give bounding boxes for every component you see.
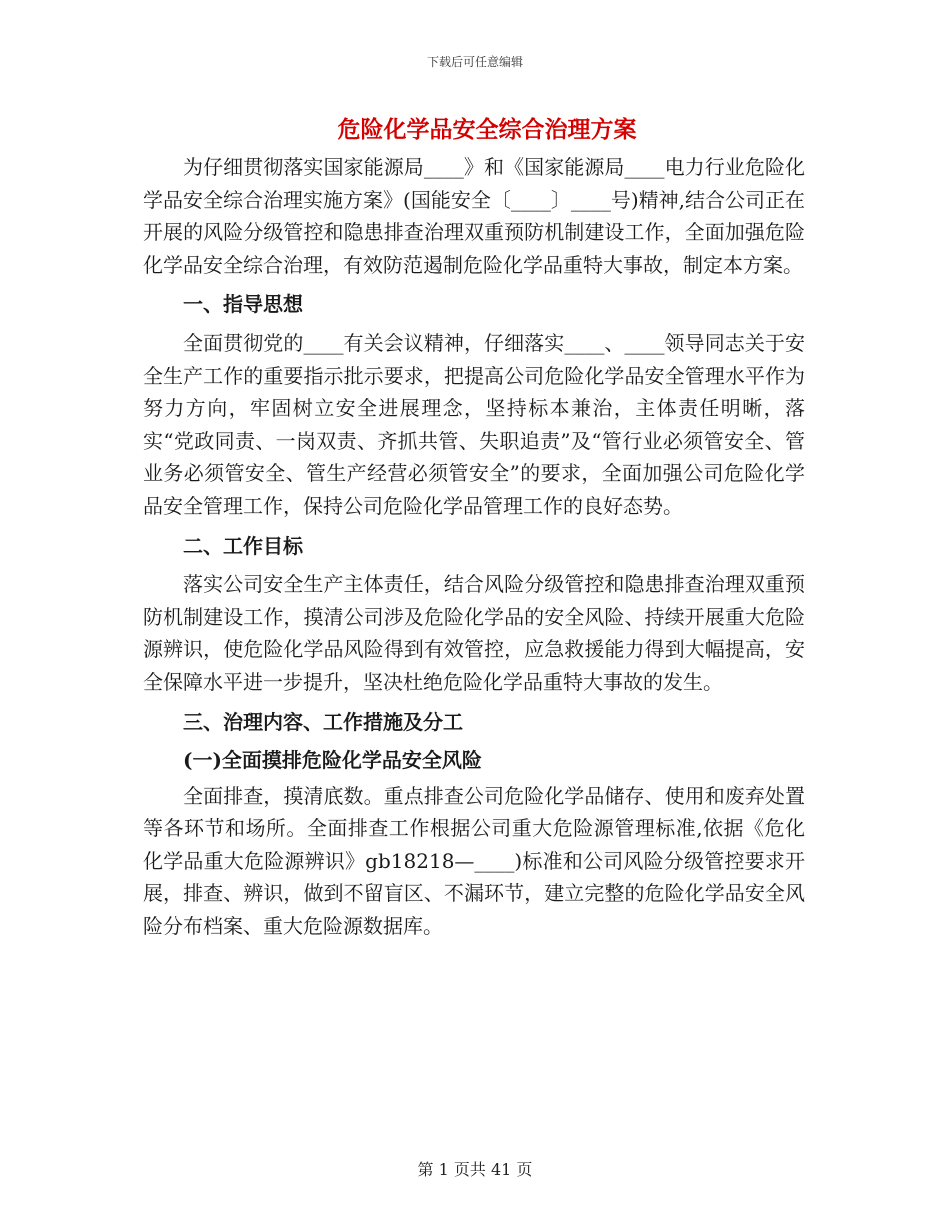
section-heading-measures: 三、治理内容、工作措施及分工 <box>183 709 463 734</box>
intro-paragraph: 为仔细贯彻落实国家能源局____》和《国家能源局____电力行业危险化学品安全综合治理实施方案》(国能安全〔____〕____号)精神,结合公司正在开展的风险分级管控和隐患排查治理双重预防机制建设工作，全面加强危险化学品安全综合治理，有效防范遏制危险化学品重特大事故，制定本方案。 <box>143 155 805 277</box>
section-heading-work-goals: 二、工作目标 <box>183 533 303 558</box>
header-note: 下载后可任意编辑 <box>426 55 523 69</box>
subsection-heading-risk-survey: (一)全面摸排危险化学品安全风险 <box>183 748 482 773</box>
page-number-footer: 第 1 页共 41 页 <box>417 1160 533 1179</box>
section-heading-guiding-ideology: 一、指导思想 <box>183 292 303 317</box>
section-paragraph-guiding-ideology: 全面贯彻党的____有关会议精神，仔细落实____、____领导同志关于安全生产工作的重要指示批示要求，把提高公司危险化学品安全管理水平作为努力方向，牢固树立安全进展理念，坚持标本兼治，主体责任明晰，落实“党政同责、一岗双责、齐抓共管、失职追责”及“管行业必须管安全、管业务必须管安全、管生产经营必须管安全”的要求，全面加强公司危险化学品安全管理工作，保持公司危险化学品管理工作的良好态势。 <box>143 330 805 518</box>
document-body <box>143 110 805 943</box>
document-title: 危险化学品安全综合治理方案 <box>337 116 637 143</box>
section-paragraph-risk-survey: 全面排查，摸清底数。重点排查公司危险化学品储存、使用和废弃处置等各环节和场所。全面排查工作根据公司重大危险源管理标准,依据《危化化学品重大危险源辨识》gb18218—____)标准和公司风险分级管控要求开展，排查、辨识，做到不留盲区、不漏环节，建立完整的危险化学品安全风险分布档案、重大危险源数据库。 <box>143 783 805 939</box>
section-paragraph-work-goals: 落实公司安全生产主体责任，结合风险分级管控和隐患排查治理双重预防机制建设工作，摸清公司涉及危险化学品的安全风险、持续开展重大危险源辨识，使危险化学品风险得到有效管控，应急救援能力得到大幅提高，安全保障水平进一步提升，坚决杜绝危险化学品重特大事故的发生。 <box>143 572 805 694</box>
